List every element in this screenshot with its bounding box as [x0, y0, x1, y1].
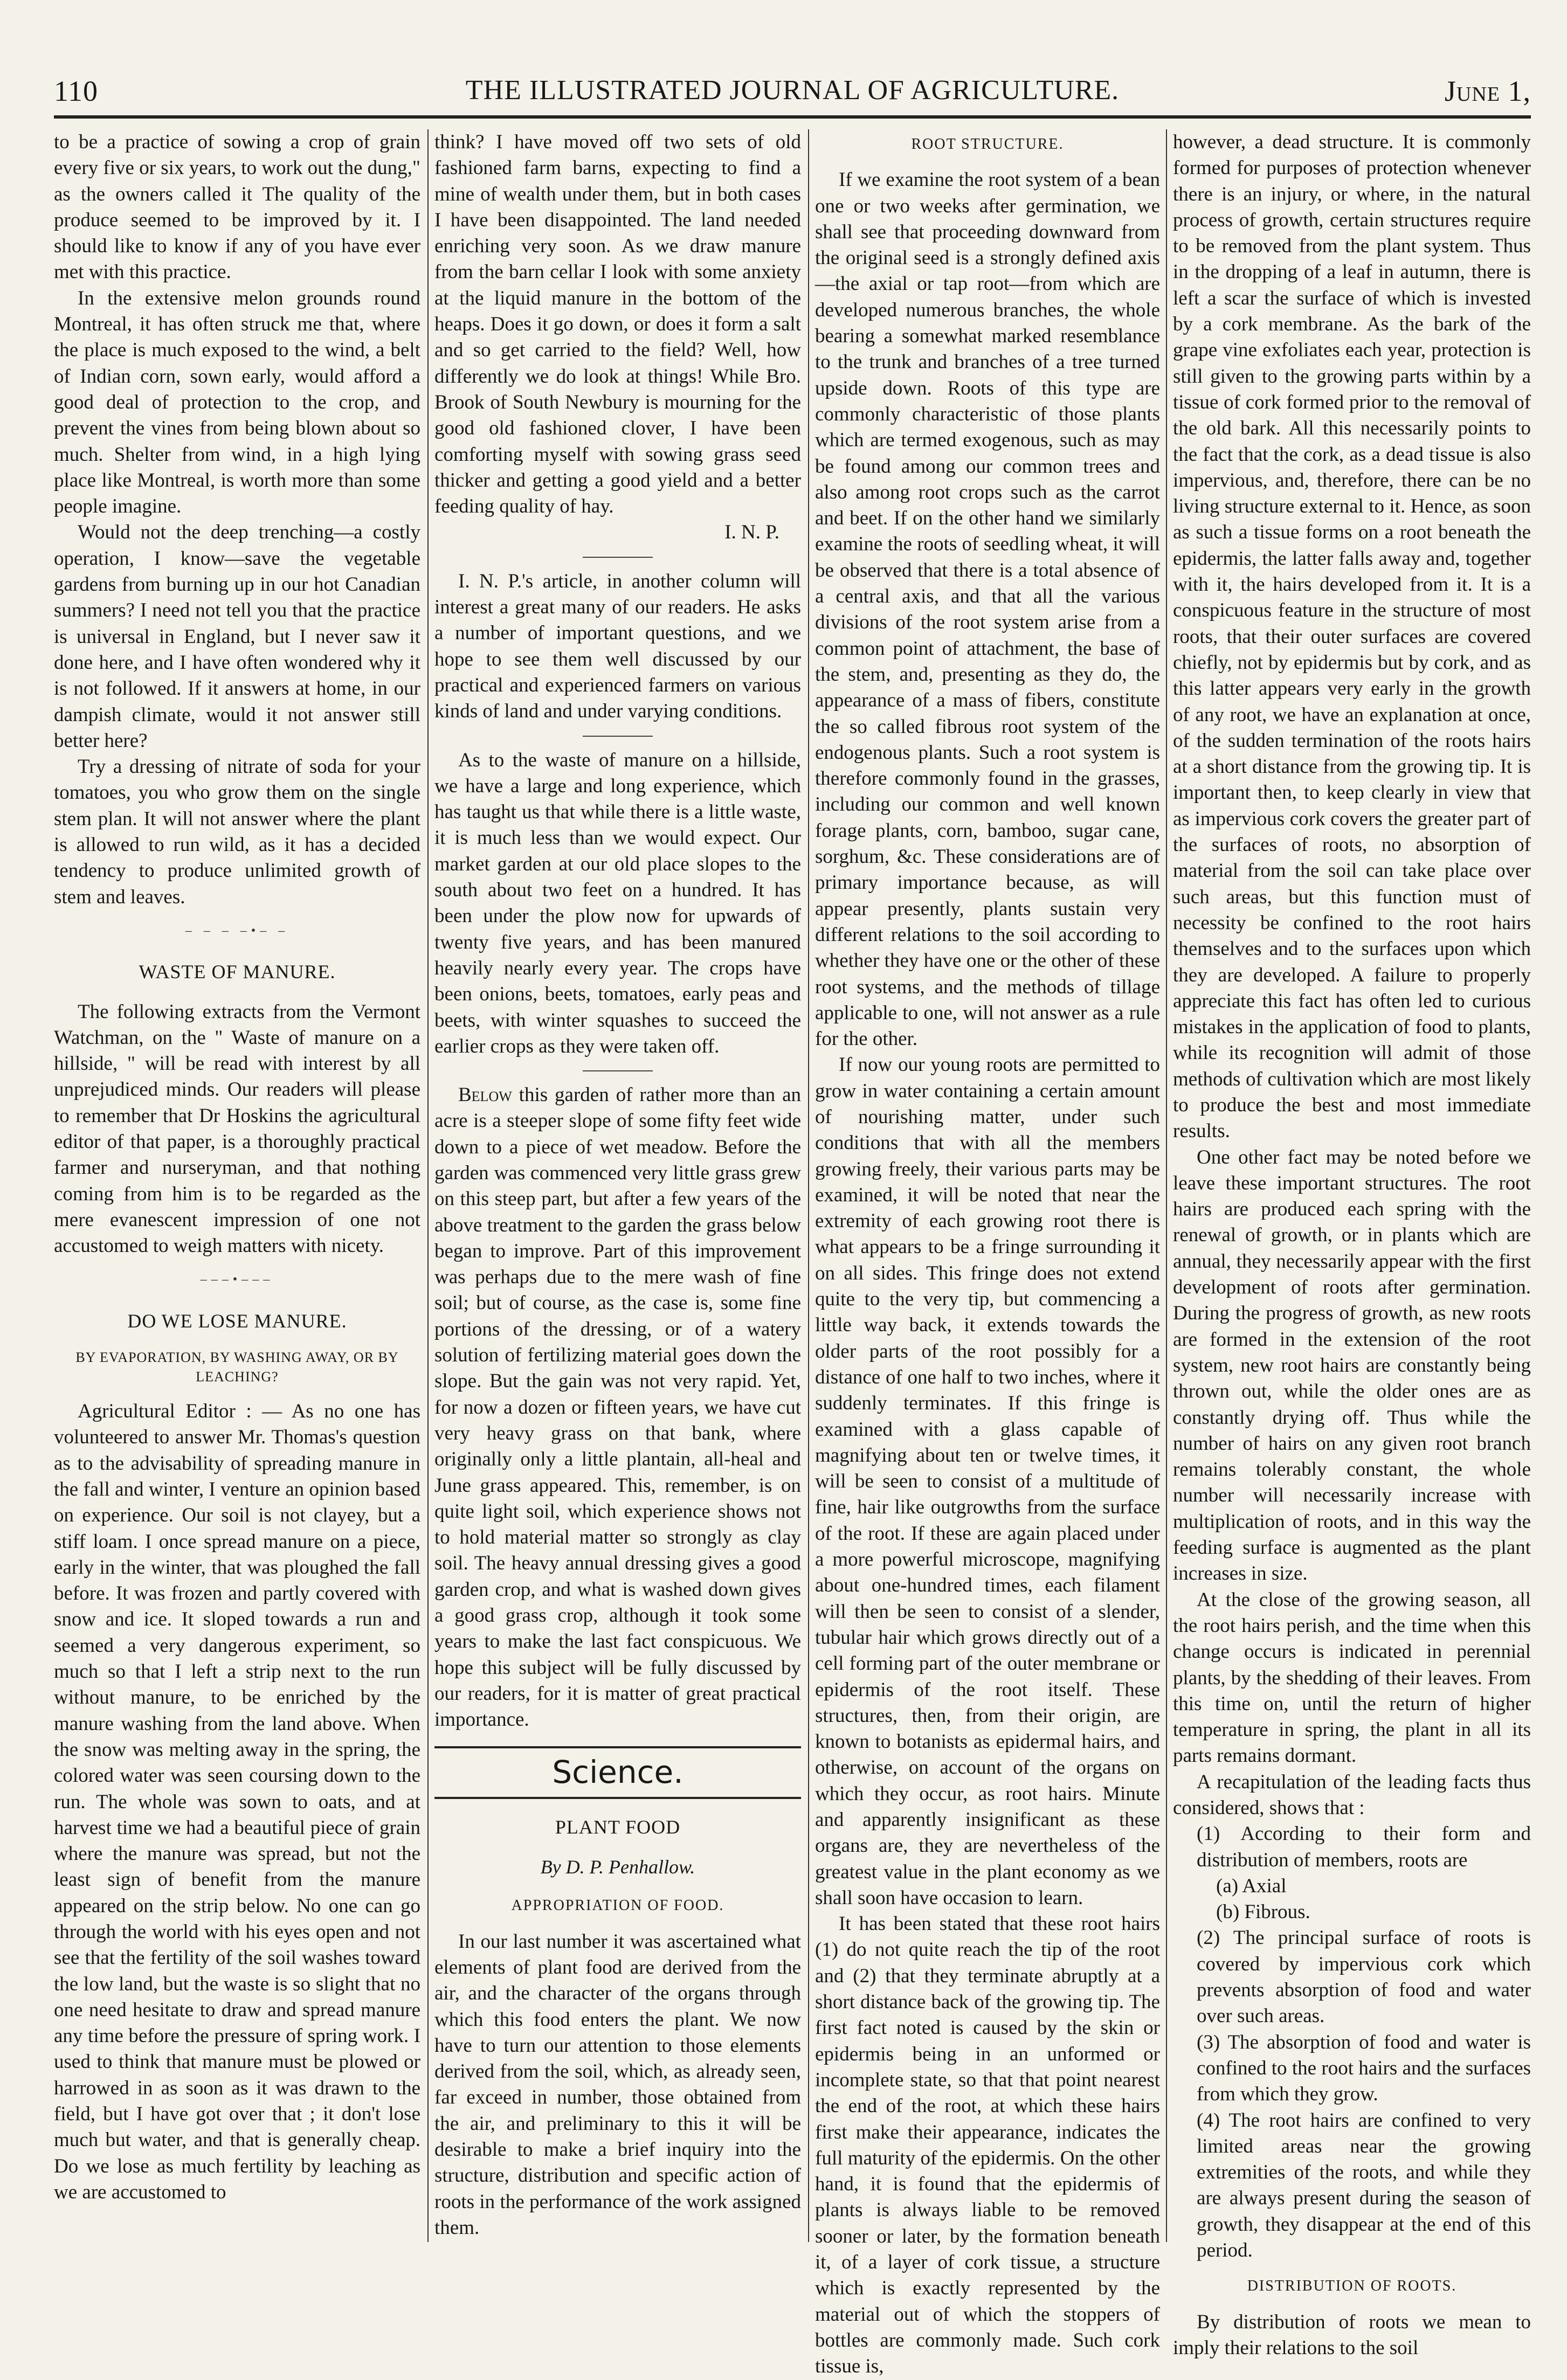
- byline: By D. P. Penhallow.: [540, 1856, 695, 1878]
- paragraph: If now our young roots are permitted to grow in water containing a certain amount of nourishing matter, under such conditions that with all the members growing freely, their various parts may be examined, it will be noted that near the extremity of each growing root there is what appears to be a fringe surrounding it on all sides. This fringe does not extend quite to the very tip, but commencing a little way back, it extends towards the older parts of the root possibly for a distance of one half to two inches, where it suddenly terminates. If this fringe is examined with a glass capable of magnifying about ten or twelve times, it will be seen to consist of a multitude of fine, hair like outgrowths from the surface of the root. If these are again placed under a more powerful microscope, magnifying about one-hundred times, each filament will then be seen to consist of a slender, tubular hair which grows directly out of a cell forming part of the outer membrane or epidermis of the root itself. These structures, then, from their origin, are known to botanists as epidermal hairs, and otherwise, on account of the organs on which they occur, as root hairs. Minute and apparently insignificant as these organs are, they are nevertheless of the greatest value in the plant economy as we shall soon have occasion to learn.: [815, 1054, 1160, 1909]
- paragraph: In our last number it was ascertained what elements of plant food are derived from the air, and the character of the organs through which this food enters the plant. We now have to turn our attention to those elements derived from the soil, which, as already seen, far exceed in number, those obtained from the air, and preliminary to this it will be desirable to make a brief inquiry into the structure, distribution and specific action of roots in the performance of the work assigned them.: [434, 1930, 801, 2239]
- ornament-divider: –––•–––: [200, 1272, 274, 1287]
- ornament-divider: – – – –•– –: [185, 923, 289, 938]
- column-rule: [1166, 129, 1167, 2242]
- paragraph: [434, 1082, 801, 1733]
- header-rule: [54, 115, 1531, 119]
- paragraph: One other fact may be noted before we leave these important structures. The root hairs are produced each spring with the renewal of growth, or in plants which are annual, they necessarily appear with the first development of roots after germination. During the progress of growth, as new roots are formed in the extension of the root system, new root hairs are constantly being thrown out, while the older ones are as constantly drying off. Thus while the number of hairs on any given root branch remains tolerably constant, the whole number will necessarily increase with multiplication of roots, and in this way the feeding surface is augmented as the plant increases in size.: [1173, 1146, 1531, 1585]
- paragraph: A recapitulation of the leading facts thus considered, shows that :: [1173, 1770, 1531, 1819]
- list-item: (4) The root hairs are confined to very limited areas near the growing extremities of the roots, and while they are always present during the season of growth, they disappear at the end of this period.: [1197, 2109, 1531, 2262]
- divider: [583, 557, 653, 558]
- paragraph: think? I have moved off two sets of old fashioned farm barns, expecting to find a mine of wealth under them, but in both cases I have been disappointed. The land needed enriching very soon. As we draw manure from the barn cellar I look with some anxiety at the liquid manure in the bottom of the heaps. Does it go down, or does it form a salt and so get carried to the field? Well, how differently we do look at things! While Bro. Brook of South Newbury is mourning for the good old fashioned clover, I have been comforting myself with sowing grass seed thicker and getting a good yield and a better feeding quality of hay.: [434, 131, 801, 518]
- paragraph: As to the waste of manure on a hillside, we have a large and long experience, which has taught us that while there is a little waste, it is much less than we would expect. Our market garden at our old place slopes to the south about two feet on a hundred. It has been under the plow now for upwards of twenty five years, and has been manured heavily nearly every year. The crops have been onions, beets, tomatoes, early peas and beets, with winter squashes to succeed the earlier crops as they were taken off.: [434, 749, 801, 1057]
- issue-date: June 1,: [1444, 75, 1531, 107]
- article-heading: WASTE OF MANURE.: [139, 961, 336, 983]
- journal-title: THE ILLUSTRATED JOURNAL OF AGRICULTURE.: [465, 75, 1120, 106]
- paragraph: Try a dressing of nitrate of soda for your tomatoes, you who grow them on the single stem plan. It will not answer where the plant is allowed to run wild, as it has a decided tendency to produce unlimited growth of stem and leaves.: [54, 756, 420, 908]
- list-item: (1) According to their form and distribution of members, roots are: [1197, 1823, 1531, 1871]
- article-heading: PLANT FOOD: [555, 1816, 681, 1838]
- page-number: 110: [54, 75, 98, 107]
- signature: I. N. P.: [724, 521, 779, 544]
- paragraph: Agricultural Editor : — As no one has volunteered to answer Mr. Thomas's question as to the advisability of spreading manure in the fall and winter, I venture an opinion based on experience. Our soil is not clayey, but a stiff loam. I once spread manure on a piece, early in the winter, that was ploughed the fall before. It was frozen and partly covered with snow and ice. It sloped towards a run and seemed a very dangerous experiment, so much so that I left a strip next to the run without manure, to be enriched by the manure washing from the land above. When the snow was melting away in the spring, the colored water was seen coursing down to the run. The whole was sown to oats, and at harvest time we had a beautiful piece of grain where the manure was spread, but not the least sign of benefit from the manure appeared on the strip below. No one can go through the world with his eyes open and not see that the fertility of the soil washes toward the low land, but the waste is so slight that no one need hesitate to draw and spread manure any time before the pressure of spring work. I used to think that manure must be plowed or harrowed in as soon as it was drawn to the field, but I have got over that ; it don't lose much but water, and that is generally cheap. Do we lose as much fertility by leaching as we are accustomed to: [54, 1400, 420, 2203]
- paragraph: It has been stated that these root hairs (1) do not quite reach the tip of the root and (2) that they terminate abruptly at a short distance back of the growing tip. The first fact noted is caused by the skin or epidermis being in an unformed or incomplete state, so that that point nearest the end of the root, at which these hairs first make their appearance, indicates the full maturity of the epidermis. On the other hand, it is found that the epidermis of plants is always liable to be removed sooner or later, by the formation beneath it, of a layer of cork tissue, a structure which is exactly represented by the material out of which the stoppers of bottles are commonly made. Such cork tissue is,: [815, 1913, 1160, 2378]
- column-4: [1173, 129, 1531, 2359]
- paragraph: I. N. P.'s article, in another column will interest a great many of our readers. He asks a number of important questions, and we hope to see them well discussed by our practical and experienced farmers on various kinds of land and under varying conditions.: [434, 570, 801, 723]
- paragraph: however, a dead structure. It is commonly formed for purposes of protection whenever there is an injury, or where, in the natural process of growth, certain structures require to be removed from the plant system. Thus in the dropping of a leaf in autumn, there is left a scar the surface of which is invested by a cork membrane. As the bark of the grape vine exfoliates each year, protection is still given to the growing parts within by a tissue of cork formed prior to the removal of the old bark. All this necessarily points to the fact that the cork, as a dead tissue is also impervious, and, therefore, there can be no living structure external to it. Hence, as soon as such a tissue forms on a root beneath the epidermis, the latter falls away and, together with it, the hairs developed from it. It is a conspicuous feature in the structure of most roots, that their outer surfaces are covered chiefly, not by epidermis but by cork, and as this latter appears very early in the growth of any root, we have an explanation at once, of the sudden termination of the roots hairs at a short distance from the growing tip. It is important then, to keep clearly in view that as impervious cork covers the greater part of the surfaces of roots, no absorption of material from the soil can take place over such areas, but this function must of necessity be confined to the root hairs themselves and to the surfaces upon which they are developed. A failure to properly appreciate this fact has often led to curious mistakes in the application of food to plants, while its recognition will admit of those methods of cultivation which are most likely to produce the best and most immediate results.: [1173, 131, 1531, 1143]
- paragraph: At the close of the growing season, all the root hairs perish, and the time when this change occurs is indicated in perennial plants, by the shedding of their leaves. From this time on, until the return of higher temperature in spring, the plant in all its parts remains dormant.: [1173, 1588, 1531, 1767]
- page-header: [54, 74, 1531, 117]
- section-title: Science.: [434, 1746, 801, 1799]
- column-2: [434, 129, 801, 2242]
- column-1: [54, 129, 420, 2242]
- column-rule: [808, 129, 809, 2242]
- paragraph: Would not the deep trenching—a costly operation, I know—save the vegetable gardens from burning up in our hot Canadian summers? I need not tell you that the practice is universal in England, but I never saw it done here, and I have often wondered why it is not followed. If it answers at home, in our dampish climate, would it not answer still better here?: [54, 521, 420, 752]
- paragraph: The following extracts from the Vermont Watchman, on the " Waste of manure on a hillside, " will be read with interest by all unprejudiced minds. Our readers will please to remember that Dr Hoskins the agricultural editor of that paper, is a thoroughly practical farmer and nurseryman, and that nothing coming from him is to be regarded as the mere evanescent impression of one not accustomed to weigh matters with nicety.: [54, 1000, 420, 1257]
- paragraph: By distribution of roots we mean to imply their relations to the soil: [1173, 2310, 1531, 2359]
- column-3: [815, 129, 1160, 2378]
- list-item: (a) Axial: [1216, 1874, 1287, 1897]
- paragraph: If we examine the root system of a bean one or two weeks after germination, we shall see that proceeding downward from the original seed is a strongly defined axis—the axial or tap root—from which are developed numerous branches, the whole bearing a somewhat marked resemblance to the trunk and branches of a tree turned upside down. Roots of this type are commonly characteristic of those plants which are termed exogenous, such as may be found among our common trees and also among root crops such as the carrot and beet. If on the other hand we similarly examine the roots of seedling wheat, it will be observed that there is a total absence of a central axis, and that all the various divisions of the root system arise from a common point of attachment, the base of the stem, and, presenting as they do, the appearance of a mass of fibers, constitute the so called fibrous root system of the endogenous plants. Such a root system is therefore commonly found in the grasses, including our common and well known forage plants, corn, bamboo, sugar cane, sorghum, &c. These considerations are of primary importance because, as will appear presently, plants sustain very different relations to the soil according to whether they have one or the other of these root systems, and the methods of tillage applicable to one, will not answer as a rule for the other.: [815, 169, 1160, 1050]
- list-item: (b) Fibrous.: [1216, 1901, 1310, 1924]
- list-item: (3) The absorption of food and water is confined to the root hairs and the surfaces from which they grow.: [1197, 2031, 1531, 2106]
- divider: [583, 736, 653, 737]
- column-rule: [427, 129, 429, 2242]
- article-subheading: DISTRIBUTION OF ROOTS.: [1247, 2278, 1457, 2295]
- article-subheading: APPROPRIATION OF FOOD.: [511, 1897, 724, 1914]
- drop-lead: Below: [458, 1084, 512, 1106]
- list-item: (2) The principal surface of roots is covered by impervious cork which prevents absorption of food and water over such areas.: [1197, 1927, 1531, 2028]
- paragraph-body: this garden of rather more than an acre is a steeper slope of some fifty feet wide down to a piece of wet meadow. Before the garden was commenced very little grass grew on this steep part, but after a few years of the above treatment to the garden the grass below began to improve. Part of this improvement was perhaps due to the mere wash of fine soil; but of course, as the case is, some fine portions of the dressing, or of a watery solution of fertilizing material goes down the slope. But the gain was not very rapid. Yet, for now a dozen or fifteen years, we have cut very heavy grass on that bank, where originally only a little plantain, all-heal and June grass appeared. This, remember, is on quite light soil, which experience shows not to hold material matter so strongly as clay soil. The heavy annual dressing gives a good garden crop, and what is washed down gives a good grass crop, although it took some years to make the last fact conspicuous. We hope this subject will be fully discussed by our readers, for it is matter of great practical importance.: [434, 1084, 801, 1731]
- divider: [583, 1070, 653, 1071]
- article-heading: DO WE LOSE MANURE.: [127, 1310, 347, 1332]
- paragraph: to be a practice of sowing a crop of grain every five or six years, to work out the dung," as the owners called it The quality of the produce seemed to be improved by it. I should like to know if any of you have ever met with this practice.: [54, 131, 420, 283]
- paragraph: In the extensive melon grounds round Montreal, it has often struck me that, where the place is much exposed to the wind, a belt of Indian corn, sown early, would afford a good deal of protection to the crop, and prevent the vines from being blown about so much. Shelter from wind, in a high lying place like Montreal, is worth more than some people imagine.: [54, 287, 420, 518]
- article-subheading: BY EVAPORATION, BY WASHING AWAY, OR BY LEACHING?: [75, 1350, 399, 1385]
- article-subheading: ROOT STRUCTURE.: [911, 136, 1064, 153]
